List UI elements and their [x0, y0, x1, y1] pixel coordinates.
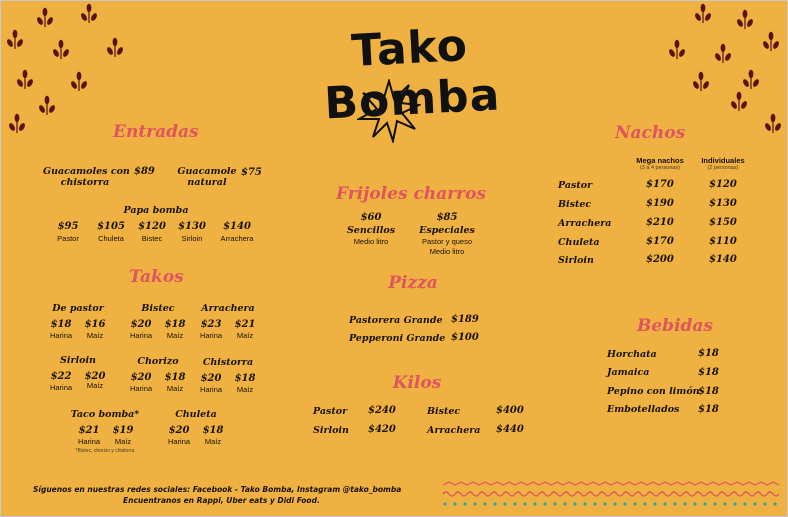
taco-name: Chorizo — [137, 356, 179, 367]
nacho-individual-price: $130 — [709, 198, 737, 209]
taco-tortilla-label: Harina — [199, 331, 223, 340]
taco-tortilla-label: Maíz — [166, 331, 184, 340]
taco-name: Sirloin — [60, 355, 96, 366]
nacho-mega-price: $190 — [646, 198, 674, 209]
nachos-col-mega: Mega nachos — [636, 156, 684, 165]
taco-price: $18 — [234, 373, 256, 384]
nacho-mega-price: $210 — [646, 217, 674, 228]
kilo-item-price: $420 — [368, 424, 396, 435]
bebida-item-name: Jamaica — [607, 367, 650, 378]
guacamole-natural-name: Guacamole natural — [177, 166, 237, 188]
entradas-heading: Entradas — [113, 122, 199, 142]
taco-tortilla-label: Harina — [49, 383, 73, 392]
taco-price: $19 — [112, 425, 134, 436]
kilo-item-price: $440 — [496, 424, 524, 435]
kilo-item-price: $240 — [368, 405, 396, 416]
bebida-item-price: $18 — [698, 386, 719, 397]
footer-social: Síguenos en nuestras redes sociales: Facebook - Tako Bomba, Instagram @tako_bomba — [33, 485, 402, 494]
taco-name: Bistec — [141, 303, 175, 314]
papa-bomba-label: Chuleta — [98, 234, 124, 243]
taco-price: $23 — [200, 319, 222, 330]
taco-bomba-note: *Bistec, chorizo y chistorra — [75, 448, 135, 454]
nacho-item-name: Arrachera — [558, 218, 612, 229]
taco-price: $18 — [164, 319, 186, 330]
pizza-item-name: Pastorera Grande — [349, 315, 443, 326]
frijoles-especiales-price: $85 — [436, 212, 458, 223]
guacamoles-chistorra-price: $89 — [134, 166, 155, 177]
pizza-item-price: $100 — [451, 332, 479, 343]
nacho-mega-price: $170 — [646, 236, 674, 247]
taco-tortilla-label: Maíz — [114, 437, 132, 446]
restaurant-title: Tako Bomba — [323, 20, 502, 130]
frijoles-sencillos-price: $60 — [360, 212, 382, 223]
papa-bomba-price: $95 — [57, 221, 79, 232]
papa-bomba-label: Arrachera — [220, 234, 254, 243]
nacho-item-name: Chuleta — [558, 237, 600, 248]
papa-bomba-price: $130 — [178, 221, 206, 232]
taco-tortilla-label: Harina — [199, 385, 223, 394]
nachos-col-mega-sub: (3 a 4 personas) — [639, 165, 681, 171]
taco-tortilla-label: Maíz — [236, 331, 254, 340]
kilos-heading: Kilos — [392, 373, 442, 393]
bebidas-heading: Bebidas — [637, 316, 714, 336]
frijoles-especiales-name: Especiales — [419, 225, 475, 236]
taco-tortilla-label: Harina — [77, 437, 101, 446]
taco-tortilla-label: Maíz — [86, 381, 104, 390]
taco-price: $16 — [84, 319, 106, 330]
papa-bomba-name: Papa bomba — [123, 205, 189, 216]
kilo-item-name: Sirloin — [313, 425, 349, 436]
nachos-col-individual: Individuales — [701, 156, 745, 165]
bebida-item-name: Horchata — [607, 349, 657, 360]
papa-bomba-label: Bistec — [141, 234, 163, 243]
taco-tortilla-label: Harina — [129, 331, 153, 340]
taco-price: $20 — [130, 372, 152, 383]
bebida-item-price: $18 — [698, 404, 719, 415]
nacho-item-name: Bistec — [558, 199, 592, 210]
bebida-item-price: $18 — [698, 367, 719, 378]
taco-tortilla-label: Harina — [49, 331, 73, 340]
taco-price: $20 — [168, 425, 190, 436]
taco-price: $18 — [202, 425, 224, 436]
bebida-item-name: Embotellados — [607, 404, 680, 415]
taco-tortilla-label: Maíz — [236, 385, 254, 394]
nacho-individual-price: $120 — [709, 179, 737, 190]
kilo-item-name: Bistec — [427, 406, 461, 417]
taco-tortilla-label: Maíz — [86, 331, 104, 340]
nacho-individual-price: $140 — [709, 254, 737, 265]
taco-price: $20 — [84, 371, 106, 382]
nacho-item-name: Sirloin — [558, 255, 594, 266]
pizza-heading: Pizza — [388, 273, 438, 293]
frijoles-especiales-desc: Pastor y queso — [421, 237, 473, 246]
kilo-item-name: Arrachera — [427, 425, 481, 436]
taco-price: $22 — [50, 371, 72, 382]
taco-price: $20 — [200, 373, 222, 384]
taco-price: $21 — [78, 425, 100, 436]
footer-delivery: Encuentranos en Rappi, Uber eats y Didi Food. — [123, 496, 320, 505]
bebida-item-price: $18 — [698, 348, 719, 359]
guacamole-natural-price: $75 — [241, 167, 262, 178]
bebida-item-name: Pepino con limón — [607, 386, 700, 397]
taco-name: Arrachera — [201, 303, 255, 314]
nacho-mega-price: $170 — [646, 179, 674, 190]
taco-price: $20 — [130, 319, 152, 330]
nachos-col-individual-sub: (2 personas) — [707, 165, 739, 171]
taco-name: Chuleta — [175, 409, 217, 420]
taco-price: $18 — [50, 319, 72, 330]
frijoles-especiales-desc: Medio litro — [429, 247, 465, 256]
frijoles-sencillos-desc: Medio litro — [353, 237, 389, 246]
nacho-individual-price: $150 — [709, 217, 737, 228]
nachos-heading: Nachos — [615, 123, 686, 143]
guacamoles-chistorra-name: Guacamoles con chistorra — [43, 166, 130, 188]
taco-tortilla-label: Harina — [167, 437, 191, 446]
nacho-individual-price: $110 — [709, 236, 737, 247]
taco-price: $18 — [164, 372, 186, 383]
taco-tortilla-label: Harina — [129, 384, 153, 393]
kilo-item-name: Pastor — [313, 406, 348, 417]
pizza-item-price: $189 — [451, 314, 479, 325]
frijoles-sencillos-name: Sencillos — [346, 225, 396, 236]
nacho-item-name: Pastor — [558, 180, 593, 191]
takos-heading: Takos — [129, 267, 184, 287]
papa-bomba-price: $120 — [138, 221, 166, 232]
kilo-item-price: $400 — [496, 405, 524, 416]
taco-name: Chistorra — [202, 357, 254, 368]
taco-tortilla-label: Maíz — [204, 437, 222, 446]
taco-name: Taco bomba* — [70, 409, 140, 420]
papa-bomba-price: $105 — [97, 221, 125, 232]
zigzag-border-decoration — [441, 479, 787, 509]
papa-bomba-price: $140 — [223, 221, 251, 232]
frijoles-heading: Frijoles charros — [336, 184, 486, 204]
pizza-item-name: Pepperoni Grande — [349, 333, 446, 344]
papa-bomba-label: Sirloin — [181, 234, 203, 243]
taco-price: $21 — [234, 319, 256, 330]
taco-name: De pastor — [52, 303, 104, 314]
taco-tortilla-label: Maíz — [166, 384, 184, 393]
nacho-mega-price: $200 — [646, 254, 674, 265]
explosion-icon — [357, 79, 421, 143]
papa-bomba-label: Pastor — [57, 234, 79, 243]
